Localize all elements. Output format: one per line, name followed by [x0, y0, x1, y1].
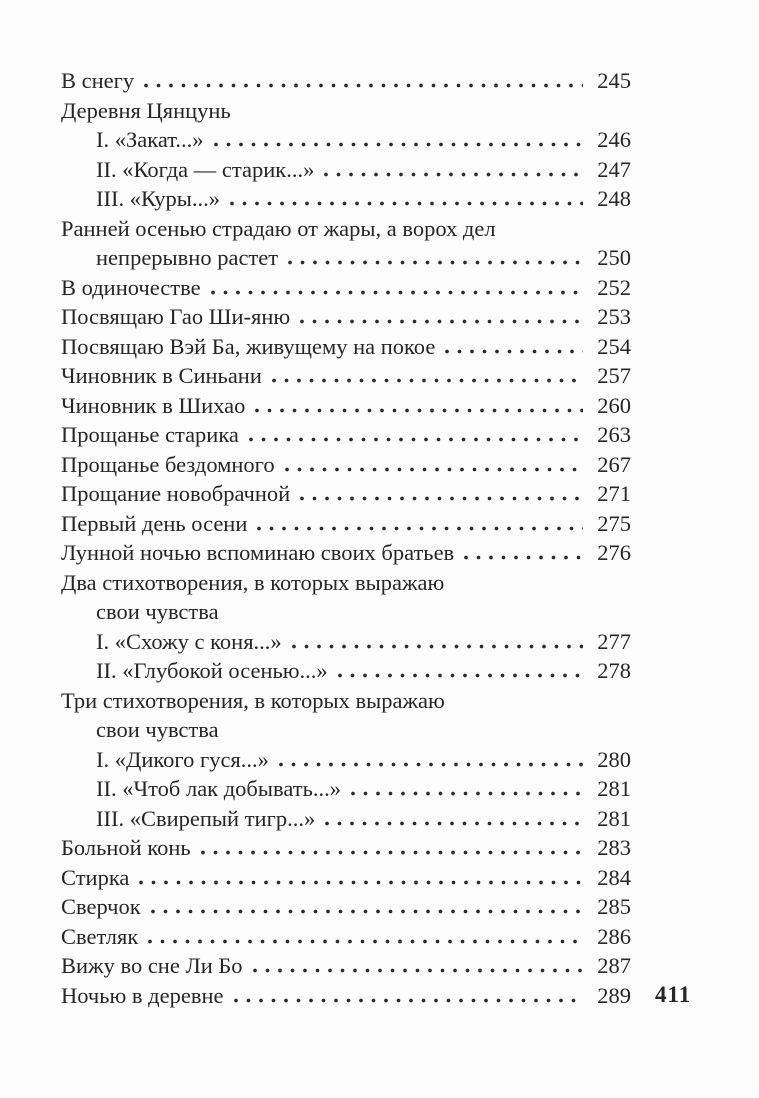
- dot-leader: [211, 290, 583, 295]
- dot-leader: [249, 437, 583, 442]
- toc-entry: [61, 125, 631, 155]
- toc-entry-title: I. «Дикого гуся...»: [96, 746, 269, 772]
- toc-entry-title: III. «Куры...»: [96, 186, 221, 211]
- toc-entry: [61, 568, 631, 598]
- toc-entry-page: 286: [597, 923, 631, 949]
- toc-entry-title: Прощание новобрачной: [61, 481, 291, 506]
- toc-entry-page: 289: [597, 982, 631, 1008]
- toc-entry-page: 281: [597, 805, 631, 831]
- dot-leader: [253, 968, 583, 973]
- toc-entry-page: 275: [597, 510, 631, 536]
- toc-entry: [61, 833, 631, 863]
- toc-entry-page: 253: [597, 304, 631, 329]
- toc-entry: [61, 538, 631, 568]
- toc-entry-title: Два стихотворения, в которых выражаю: [61, 569, 445, 595]
- toc-entry-page: 260: [597, 392, 631, 418]
- toc-entry-page: 250: [597, 245, 631, 270]
- toc-entry-page: 277: [597, 628, 631, 654]
- toc-entries: [61, 66, 631, 1010]
- toc-entry-title: Стирка: [61, 864, 130, 890]
- dot-leader: [464, 555, 583, 560]
- toc-entry-page: 271: [597, 481, 631, 506]
- toc-entry: [61, 479, 631, 509]
- dot-leader: [351, 791, 583, 796]
- toc-entry-title: Светляк: [61, 923, 139, 949]
- toc-entry-title: В снегу: [61, 68, 135, 93]
- toc-entry: [61, 214, 631, 244]
- toc-entry-title: Ночью в деревне: [61, 982, 224, 1008]
- toc-entry: [61, 184, 631, 214]
- dot-leader: [338, 673, 583, 678]
- toc-entry-title: Посвящаю Гао Ши-яню: [61, 304, 291, 329]
- dot-leader: [255, 408, 583, 413]
- toc-entry: [61, 391, 631, 421]
- toc-entry-title: В одиночестве: [61, 274, 201, 300]
- toc-entry: [61, 863, 631, 893]
- toc-entry-title: Первый день осени: [61, 510, 248, 536]
- toc-entry: [61, 597, 631, 627]
- toc-entry-page: 287: [597, 953, 631, 978]
- dot-leader: [285, 467, 583, 472]
- toc-entry-title: I. «Схожу с коня...»: [96, 628, 282, 654]
- page-number-folio: 411: [655, 982, 692, 1007]
- dot-leader: [325, 821, 583, 826]
- toc-entry-page: 263: [597, 422, 631, 447]
- dot-leader: [139, 880, 583, 885]
- dot-leader: [148, 939, 583, 944]
- toc-entry-title: непрерывно растет: [96, 245, 279, 270]
- toc-entry-title: Чиновник в Шихао: [61, 392, 246, 418]
- toc-entry-page: 254: [597, 333, 631, 359]
- toc-entry: [61, 420, 631, 450]
- toc-entry-title: I. «Закат...»: [96, 127, 204, 152]
- toc-entry: [61, 273, 631, 303]
- toc-entry: [61, 302, 631, 332]
- dot-leader: [300, 496, 583, 501]
- toc-entry-title: Лунной ночью вспоминаю своих братьев: [61, 540, 455, 565]
- toc-entry-title: свои чувства: [96, 599, 219, 624]
- toc-entry-title: Прощанье бездомного: [61, 451, 275, 477]
- dot-leader: [230, 201, 583, 206]
- toc-entry: [61, 981, 631, 1011]
- dot-leader: [272, 378, 583, 383]
- toc-entry: [61, 715, 631, 745]
- toc-entry-page: 247: [597, 156, 631, 182]
- toc-entry-title: Больной конь: [61, 835, 191, 860]
- dot-leader: [445, 349, 583, 354]
- dot-leader: [292, 644, 583, 649]
- toc-entry-title: Три стихотворения, в которых выражаю: [61, 687, 445, 713]
- dot-leader: [144, 83, 583, 88]
- toc-entry: [61, 892, 631, 922]
- dot-leader: [234, 998, 584, 1003]
- toc-entry-page: 281: [597, 776, 631, 801]
- toc-entry-page: 285: [597, 894, 631, 919]
- toc-entry-title: II. «Когда — старик...»: [96, 156, 315, 182]
- toc-entry: [61, 509, 631, 539]
- toc-entry-title: Сверчок: [61, 894, 141, 919]
- toc-entry: [61, 951, 631, 981]
- toc-entry: [61, 774, 631, 804]
- toc-entry-title: Посвящаю Вэй Ба, живущему на покое: [61, 333, 436, 359]
- toc-entry-page: 246: [597, 127, 631, 152]
- dot-leader: [214, 142, 583, 147]
- toc-entry: [61, 450, 631, 480]
- dot-leader: [201, 850, 583, 855]
- toc-entry-page: 248: [597, 186, 631, 211]
- toc-entry-page: 245: [597, 68, 631, 93]
- toc-entry-page: 257: [597, 363, 631, 388]
- toc-entry: [61, 243, 631, 273]
- toc-entry-page: 276: [597, 540, 631, 565]
- toc-entry-page: 252: [597, 274, 631, 300]
- toc-entry-page: 284: [597, 864, 631, 890]
- toc-entry-title: Прощанье старика: [61, 422, 239, 447]
- table-of-contents: [61, 66, 631, 1010]
- toc-entry-title: Вижу во сне Ли Бо: [61, 953, 243, 978]
- toc-entry-title: свои чувства: [96, 717, 219, 742]
- toc-entry: [61, 804, 631, 834]
- toc-entry-title: III. «Свирепый тигр...»: [96, 805, 316, 831]
- toc-entry: [61, 155, 631, 185]
- dot-leader: [300, 319, 583, 324]
- toc-entry: [61, 745, 631, 775]
- toc-entry: [61, 686, 631, 716]
- dot-leader: [279, 762, 583, 767]
- toc-entry: [61, 656, 631, 686]
- toc-entry: [61, 627, 631, 657]
- toc-entry: [61, 332, 631, 362]
- toc-entry-title: Деревня Цянцунь: [61, 97, 231, 123]
- toc-entry-title: Ранней осенью страдаю от жары, а ворох дел: [61, 215, 496, 241]
- toc-entry-page: 280: [597, 746, 631, 772]
- dot-leader: [324, 172, 583, 177]
- toc-entry-page: 283: [597, 835, 631, 860]
- toc-entry: [61, 96, 631, 126]
- toc-entry-page: 267: [597, 451, 631, 477]
- toc-entry-title: Чиновник в Синьани: [61, 363, 262, 388]
- dot-leader: [288, 260, 583, 265]
- toc-entry-page: 278: [597, 658, 631, 683]
- toc-entry: [61, 66, 631, 96]
- toc-entry: [61, 361, 631, 391]
- dot-leader: [151, 909, 583, 914]
- toc-entry-title: II. «Глубокой осенью...»: [96, 658, 328, 683]
- toc-entry-title: II. «Чтоб лак добывать...»: [96, 776, 341, 801]
- dot-leader: [257, 526, 583, 531]
- toc-entry: [61, 922, 631, 952]
